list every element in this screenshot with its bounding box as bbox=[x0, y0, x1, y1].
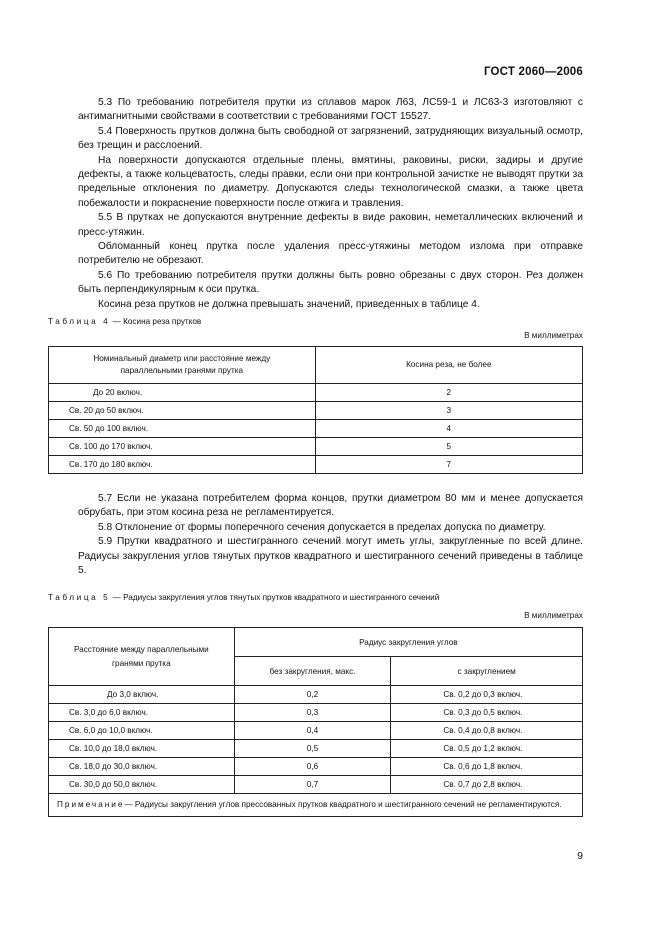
section-text-top bbox=[78, 96, 583, 312]
note-label: Примечание bbox=[57, 800, 125, 809]
table-row bbox=[49, 704, 583, 722]
table-cell: До 20 включ. bbox=[49, 384, 316, 402]
table-cell: 7 bbox=[315, 456, 582, 474]
table4-caption-label: Таблица 4 bbox=[48, 317, 111, 326]
table-cell: 0,4 bbox=[234, 722, 391, 740]
table-row bbox=[49, 686, 583, 704]
table-cell: 0,3 bbox=[234, 704, 391, 722]
paragraph: На поверхности допускаются отдельные плены, вмятины, раковины, риски, задиры и другие дефекты, а также кольцеватость, следы правки, если они при контрольной зачистке не выводят прутки за предельные отклонения по диаметру. Допускаются следы технологической смазки, а также цвета побежалости и покраснение поверхности после отжига и травления. bbox=[78, 154, 583, 209]
table-cell: 0,7 bbox=[234, 776, 391, 794]
table4-units: В миллиметрах bbox=[524, 331, 583, 340]
table-cell: Св. 0,7 до 2,8 включ. bbox=[391, 776, 583, 794]
table-cell: 0,6 bbox=[234, 758, 391, 776]
table-cell: Св. 20 до 50 включ. bbox=[49, 402, 316, 420]
table-cell: 0,2 bbox=[234, 686, 391, 704]
table-cell: Св. 0,2 до 0,3 включ. bbox=[391, 686, 583, 704]
paragraph: Косина реза прутков не должна превышать значений, приведенных в таблице 4. bbox=[98, 298, 480, 310]
table-row bbox=[49, 758, 583, 776]
table5-caption-title: — Радиусы закругления углов тянутых прутков квадратного и шестигранного сечений bbox=[112, 593, 440, 602]
table-cell: Св. 3,0 до 6,0 включ. bbox=[49, 704, 235, 722]
table-row bbox=[49, 776, 583, 794]
table-cell: Св. 30,0 до 50,0 включ. bbox=[49, 776, 235, 794]
table-row bbox=[49, 402, 583, 420]
table5-units: В миллиметрах bbox=[524, 611, 583, 620]
paragraph: 5.6 По требованию потребителя прутки должны быть ровно обрезаны с двух сторон. Рез должен быть перпендикулярным к оси прутка. bbox=[78, 269, 583, 296]
paragraph: 5.7 Если не указана потребителем форма концов, прутки диаметром 80 мм и менее допускается обрубать, при этом косина реза не регламентируется. bbox=[78, 493, 583, 519]
table-cell: 3 bbox=[315, 402, 582, 420]
paragraph: 5.3 По требованию потребителя прутки из сплавов марок Л63, ЛС59-1 и ЛС63-3 изготовляют с антимагнитными свойствами в соответствии с требованиями ГОСТ 15527. bbox=[78, 97, 583, 123]
table4 bbox=[48, 346, 583, 474]
table-cell: Св. 0,5 до 1,2 включ. bbox=[391, 740, 583, 758]
table-header-cell: Косина реза, не более bbox=[315, 347, 582, 384]
table-header-cell: без закругления, макс. bbox=[234, 657, 391, 686]
table-row bbox=[49, 384, 583, 402]
table-row bbox=[49, 438, 583, 456]
table5 bbox=[48, 627, 583, 817]
table-cell: Св. 10,0 до 18,0 включ. bbox=[49, 740, 235, 758]
table-row bbox=[49, 740, 583, 758]
table-row bbox=[49, 722, 583, 740]
paragraph: 5.8 Отклонение от формы поперечного сечения допускается в пределах допуска по диаметру. bbox=[98, 521, 546, 533]
table-cell: 2 bbox=[315, 384, 582, 402]
table-note-row bbox=[49, 794, 583, 817]
section-text-middle bbox=[78, 492, 583, 578]
table-cell: Св. 100 до 170 включ. bbox=[49, 438, 316, 456]
table4-caption-title: — Косина реза прутков bbox=[112, 317, 202, 326]
table-cell: Св. 0,3 до 0,5 включ. bbox=[391, 704, 583, 722]
table-header-row bbox=[49, 347, 583, 384]
table-header-cell: Расстояние между параллельными гранями прутка bbox=[49, 628, 235, 686]
table-cell: 0,5 bbox=[234, 740, 391, 758]
table-cell: Св. 0,4 до 0,8 включ. bbox=[391, 722, 583, 740]
table-cell: 4 bbox=[315, 420, 582, 438]
paragraph: Обломанный конец прутка после удаления пресс-утяжины методом излома при отправке потребителю не обрезают. bbox=[78, 241, 583, 267]
table-cell: Св. 0,6 до 1,8 включ. bbox=[391, 758, 583, 776]
document-code: ГОСТ 2060—2006 bbox=[483, 66, 583, 78]
table-header-cell: Номинальный диаметр или расстояние между параллельными гранями прутка bbox=[49, 347, 316, 384]
table-header-cell: с закруглением bbox=[391, 657, 583, 686]
note-text: — Радиусы закругления углов прессованных прутков квадратного и шестигранного сечений не регламентируются. bbox=[124, 800, 562, 809]
table-cell: До 3,0 включ. bbox=[49, 686, 235, 704]
paragraph: 5.9 Прутки квадратного и шестигранного сечений могут иметь углы, закругленные по всей длине. Радиусы закругления углов тянутых прутков квадратного и шестигранного сечений приведены в таблице 5. bbox=[78, 536, 583, 577]
table5-caption bbox=[48, 593, 439, 602]
paragraph: 5.4 Поверхность прутков должна быть свободной от загрязнений, затрудняющих визуальный осмотр, без трещин и расслоений. bbox=[78, 125, 583, 152]
table-header-row bbox=[49, 628, 583, 657]
table4-caption bbox=[48, 317, 201, 326]
table-cell: Св. 50 до 100 включ. bbox=[49, 420, 316, 438]
table-cell: 5 bbox=[315, 438, 582, 456]
table-cell: Св. 6,0 до 10,0 включ. bbox=[49, 722, 235, 740]
table-row bbox=[49, 456, 583, 474]
table5-caption-label: Таблица 5 bbox=[48, 593, 111, 602]
table-cell: Св. 170 до 180 включ. bbox=[49, 456, 316, 474]
table-row bbox=[49, 420, 583, 438]
table-header-group: Радиус закругления углов bbox=[234, 628, 582, 657]
paragraph: 5.5 В прутках не допускаются внутренние дефекты в виде раковин, неметаллических включений и пресс-утяжин. bbox=[78, 212, 583, 238]
table-note bbox=[49, 794, 583, 817]
table-cell: Св. 18,0 до 30,0 включ. bbox=[49, 758, 235, 776]
page-number: 9 bbox=[577, 850, 583, 862]
